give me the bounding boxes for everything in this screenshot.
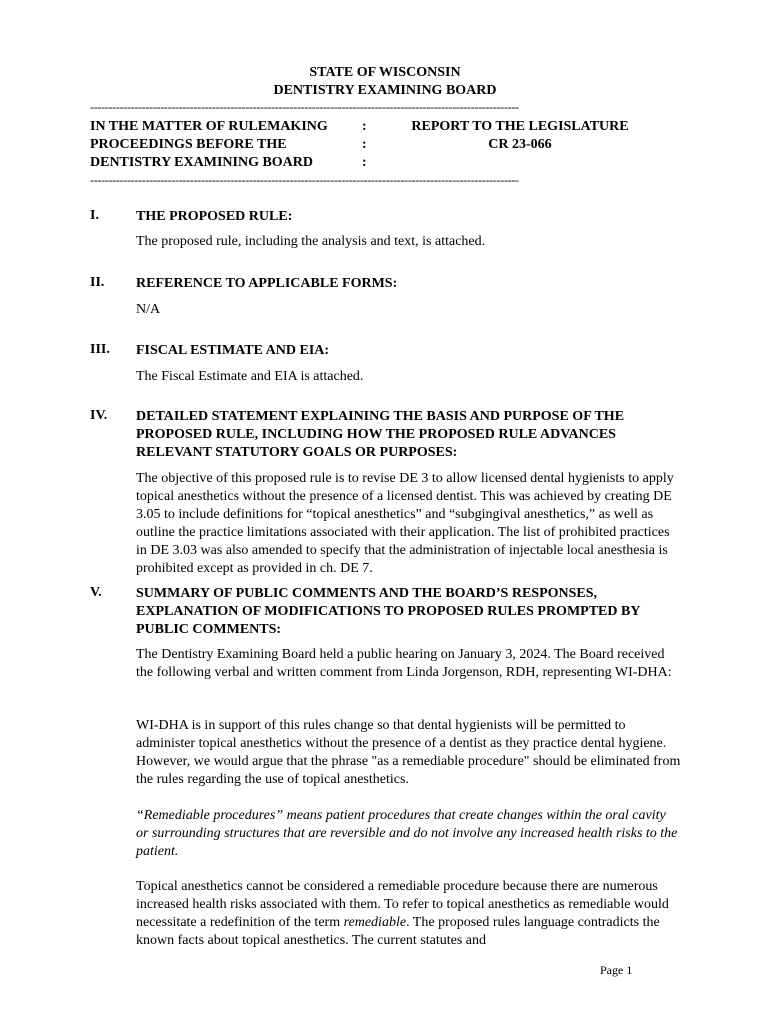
page-number: Page 1: [600, 963, 633, 977]
caption-left-line-3: DENTISTRY EXAMINING BOARD: [90, 155, 314, 170]
section-body: The Dentistry Examining Board held a public hearing on January 3, 2024. The Board received the following verbal and written comment from Linda Jorgenson, RDH, representing WI-DHA:: [136, 647, 672, 680]
section-body: N/A: [136, 302, 161, 317]
section-heading: FISCAL ESTIMATE AND EIA:: [136, 343, 330, 358]
remediable-definition-quote: “Remediable procedures” means patient procedures that create changes within the oral cavity or surrounding structures that are reversible and do not involve any increased health risks to the patient.: [136, 808, 678, 859]
section-body: The proposed rule, including the analysis and text, is attached.: [136, 234, 486, 249]
section-body: The Fiscal Estimate and EIA is attached.: [136, 369, 364, 384]
report-title: REPORT TO THE LEGISLATURE: [411, 119, 629, 134]
comment-text: . The proposed rules language contradicts the known facts about topical anesthetics. The current statutes and: [136, 915, 660, 948]
section-body: The objective of this proposed rule is to revise DE 3 to allow licensed dental hygienists to apply topical anesthetics without the presence of a licensed dentist. This was achieved by creating DE 3.05 to include definitions for “topical anesthetics” and “subgingival anesthetics,” as well as outline the practice limitations associated with their application. The list of prohibited practices in DE 3.03 was also amended to specify that the administration of injectable local anesthesia is prohibited except as provided in ch. DE 7.: [136, 471, 674, 576]
caption-colon-1: :: [362, 119, 367, 134]
section-heading: REFERENCE TO APPLICABLE FORMS:: [136, 276, 398, 291]
section-number: III.: [90, 342, 110, 357]
section-number: V.: [90, 585, 102, 600]
comment-text: Topical anesthetics cannot be considered a remediable procedure because there are numerous increased health risks associated with them. To refer to topical anesthetics as remediable would necessitate a redefinition of the term: [136, 879, 669, 930]
public-comment-paragraph: [136, 878, 681, 950]
section-number: IV.: [90, 408, 108, 423]
section-number: I.: [90, 208, 99, 223]
state-title: STATE OF WISCONSIN: [309, 65, 461, 80]
caption-colon-3: :: [362, 155, 367, 170]
board-title: DENTISTRY EXAMINING BOARD: [273, 83, 497, 98]
top-divider: --------------------------------------------------------------------------------------------------------------------: [90, 100, 519, 114]
caption-colon-2: :: [362, 137, 367, 152]
section-number: II.: [90, 275, 105, 290]
public-comment-paragraph: WI-DHA is in support of this rules change so that dental hygienists will be permitted to administer topical anesthetics without the presence of a dentist as they practice dental hygiene. However, we would argue that the phrase "as a remediable procedure" should be eliminated from the rules regarding the use of topical anesthetics.: [136, 718, 681, 787]
caption-left-line-2: PROCEEDINGS BEFORE THE: [90, 137, 287, 152]
emphasized-term: remediable: [343, 915, 407, 930]
clearinghouse-number: CR 23-066: [488, 137, 552, 152]
bottom-divider: --------------------------------------------------------------------------------------------------------------------: [90, 173, 519, 187]
section-heading: SUMMARY OF PUBLIC COMMENTS AND THE BOARD’S RESPONSES, EXPLANATION OF MODIFICATIONS TO PROPOSED RULES PROMPTED BY PUBLIC COMMENTS:: [136, 586, 640, 637]
caption-left-line-1: IN THE MATTER OF RULEMAKING: [90, 119, 328, 134]
section-heading: THE PROPOSED RULE:: [136, 209, 293, 224]
section-heading: DETAILED STATEMENT EXPLAINING THE BASIS AND PURPOSE OF THE PROPOSED RULE, INCLUDING HOW THE PROPOSED RULE ADVANCES RELEVANT STATUTORY GOALS OR PURPOSES:: [136, 409, 625, 460]
